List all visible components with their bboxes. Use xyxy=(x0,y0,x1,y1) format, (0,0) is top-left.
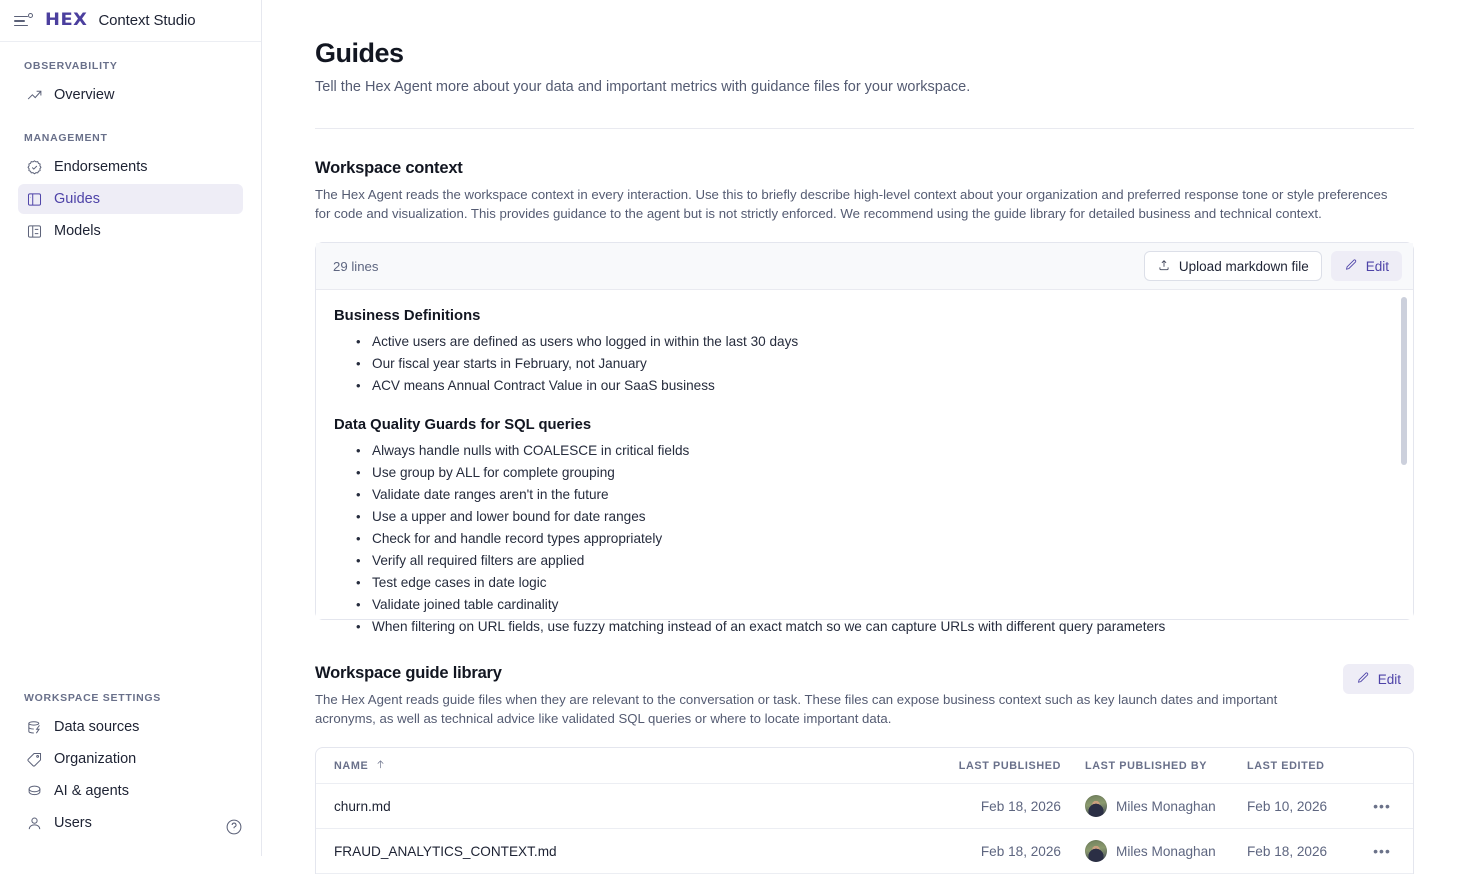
sidebar-item-endorsements[interactable] xyxy=(18,152,243,182)
user-icon xyxy=(26,815,43,832)
sidebar-item-label-ai-agents: AI & agents xyxy=(54,783,129,799)
guide-library-title: Workspace guide library xyxy=(315,664,502,682)
cell-last-edited: Feb 10, 2026 xyxy=(1247,798,1328,814)
sidebar-item-label-organization: Organization xyxy=(54,751,137,767)
sidebar-footer xyxy=(0,692,261,856)
cell-last-published-by-name: Miles Monaghan xyxy=(1116,798,1216,814)
sidebar-item-label-overview: Overview xyxy=(54,87,115,103)
sidebar-section-label-management: MANAGEMENT xyxy=(24,132,108,144)
workspace-context-actions xyxy=(1144,251,1402,281)
sidebar-item-label-models: Models xyxy=(54,223,101,239)
column-header-last-published[interactable]: LAST PUBLISHED xyxy=(958,759,1061,772)
list-item: • Verify all required filters are applied xyxy=(354,550,1389,572)
guide-library-header xyxy=(315,664,1414,728)
guide-library-table xyxy=(315,747,1414,874)
table-rows-icon xyxy=(26,223,43,240)
trend-up-icon xyxy=(26,87,43,104)
markdown-scrollbar-thumb[interactable] xyxy=(1401,297,1407,465)
menu-collapse-icon[interactable] xyxy=(14,12,34,30)
sidebar-item-label-data-sources: Data sources xyxy=(54,719,140,735)
workspace-context-title: Workspace context xyxy=(315,159,463,177)
cell-name: FRAUD_ANALYTICS_CONTEXT.md xyxy=(334,843,557,859)
upload-markdown-file-button[interactable] xyxy=(1144,251,1322,281)
sidebar-item-label-endorsements: Endorsements xyxy=(54,159,148,175)
sidebar-item-label-guides: Guides xyxy=(54,191,100,207)
edit-guide-library-button[interactable] xyxy=(1343,664,1414,694)
sidebar-group-management xyxy=(0,132,261,246)
cell-last-published-by-name: Miles Monaghan xyxy=(1116,843,1216,859)
list-item: • Always handle nulls with COALESCE in critical fields xyxy=(354,440,1389,462)
column-header-last-edited[interactable]: LAST EDITED xyxy=(1247,759,1325,772)
page-subtitle: Tell the Hex Agent more about your data and important metrics with guidance files for your workspace. xyxy=(315,79,971,95)
list-item: • Validate date ranges aren't in the future xyxy=(354,484,1389,506)
table-row[interactable] xyxy=(316,784,1413,829)
cell-actions xyxy=(1365,798,1399,814)
sidebar-header xyxy=(0,0,261,42)
sidebar-nav xyxy=(0,42,261,692)
sidebar-item-data-sources[interactable] xyxy=(18,712,243,742)
list-item: • When filtering on URL fields, use fuzzy matching instead of an exact match so we can capture URLs with different query parameters xyxy=(354,616,1389,638)
markdown-list-business-definitions xyxy=(354,331,1389,397)
table-row[interactable] xyxy=(316,829,1413,874)
sidebar-group-observability xyxy=(0,60,261,110)
markdown-heading-business-definitions: Business Definitions xyxy=(334,308,481,324)
guide-library-section xyxy=(315,664,1414,874)
table-header-row xyxy=(316,748,1413,784)
cell-last-published: Feb 18, 2026 xyxy=(980,798,1061,814)
edit-workspace-context-label: Edit xyxy=(1365,258,1389,274)
list-item: • Use group by ALL for complete grouping xyxy=(354,462,1389,484)
list-item: • ACV means Annual Contract Value in our SaaS business xyxy=(354,375,1389,397)
sidebar-section-label-workspace-settings: WORKSPACE SETTINGS xyxy=(24,692,162,704)
cell-last-published: Feb 18, 2026 xyxy=(980,843,1061,859)
header-divider xyxy=(315,128,1414,129)
sidebar-section-label-observability: OBSERVABILITY xyxy=(24,60,118,72)
question-circle-icon[interactable] xyxy=(225,818,243,836)
app-title: Context Studio xyxy=(98,12,196,29)
workspace-context-panel-header xyxy=(316,243,1413,290)
column-header-name[interactable] xyxy=(334,759,941,773)
workspace-context-markdown-body[interactable] xyxy=(316,290,1413,634)
pencil-icon xyxy=(1344,258,1358,275)
column-header-last-published-by[interactable]: LAST PUBLISHED BY xyxy=(1085,759,1208,772)
column-header-name-label: NAME xyxy=(334,759,369,772)
markdown-list-data-quality-guards xyxy=(354,440,1389,638)
row-more-options-button[interactable]: ••• xyxy=(1373,843,1391,859)
cell-last-edited: Feb 18, 2026 xyxy=(1247,843,1328,859)
avatar xyxy=(1085,795,1107,817)
badge-check-icon xyxy=(26,159,43,176)
cell-actions xyxy=(1365,843,1399,859)
list-item: • Validate joined table cardinality xyxy=(354,594,1389,616)
page-title: Guides xyxy=(315,38,404,68)
sidebar-item-ai-agents[interactable] xyxy=(18,776,243,806)
sidebar-item-overview[interactable] xyxy=(18,80,243,110)
upload-icon xyxy=(1157,258,1171,275)
main-content xyxy=(262,0,1458,859)
list-item: • Use a upper and lower bound for date ranges xyxy=(354,506,1389,528)
database-bolt-icon xyxy=(26,719,43,736)
workspace-context-panel xyxy=(315,242,1414,634)
cell-last-published-by xyxy=(1061,795,1247,817)
tag-icon xyxy=(26,751,43,768)
pencil-icon xyxy=(1356,671,1370,688)
line-count-label: 29 lines xyxy=(333,258,379,274)
list-item: • Our fiscal year starts in February, not January xyxy=(354,353,1389,375)
sidebar-item-organization[interactable] xyxy=(18,744,243,774)
guide-library-header-text xyxy=(315,664,1290,728)
markdown-content xyxy=(334,308,1389,638)
sidebar-item-users[interactable] xyxy=(18,808,243,838)
cell-name: churn.md xyxy=(334,798,391,814)
upload-markdown-file-label: Upload markdown file xyxy=(1178,258,1309,274)
workspace-context-description: The Hex Agent reads the workspace context in every interaction. Use this to briefly describe high-level context about your organization and preferred response tone or style preferences for code and visualization. This provides guidance to the agent but is not strictly enforced. We recommend using the guide library for detailed business and technical context. xyxy=(315,187,1388,221)
workspace-context-section xyxy=(315,159,1414,634)
book-panel-icon xyxy=(26,191,43,208)
edit-workspace-context-button[interactable] xyxy=(1331,251,1402,281)
markdown-scrollbar[interactable] xyxy=(1401,297,1407,619)
cell-last-published-by xyxy=(1061,840,1247,862)
layers-icon xyxy=(26,783,43,800)
sidebar-item-guides[interactable] xyxy=(18,184,243,214)
list-item: • Test edge cases in date logic xyxy=(354,572,1389,594)
sidebar xyxy=(0,0,262,856)
row-more-options-button[interactable]: ••• xyxy=(1373,798,1391,814)
arrow-up-icon xyxy=(375,759,386,773)
list-item: • Check for and handle record types appropriately xyxy=(354,528,1389,550)
edit-guide-library-label: Edit xyxy=(1377,671,1401,687)
markdown-heading-data-quality-guards: Data Quality Guards for SQL queries xyxy=(334,417,592,433)
guide-library-description: The Hex Agent reads guide files when they are relevant to the conversation or task. These files can expose business context such as key launch dates and important acronyms, as well as technical advice like validated SQL queries or where to locate important data. xyxy=(315,692,1278,726)
hex-logo: HEX xyxy=(44,10,88,30)
sidebar-item-label-users: Users xyxy=(54,815,92,831)
sidebar-item-models[interactable] xyxy=(18,216,243,246)
avatar xyxy=(1085,840,1107,862)
list-item: • Active users are defined as users who logged in within the last 30 days xyxy=(354,331,1389,353)
